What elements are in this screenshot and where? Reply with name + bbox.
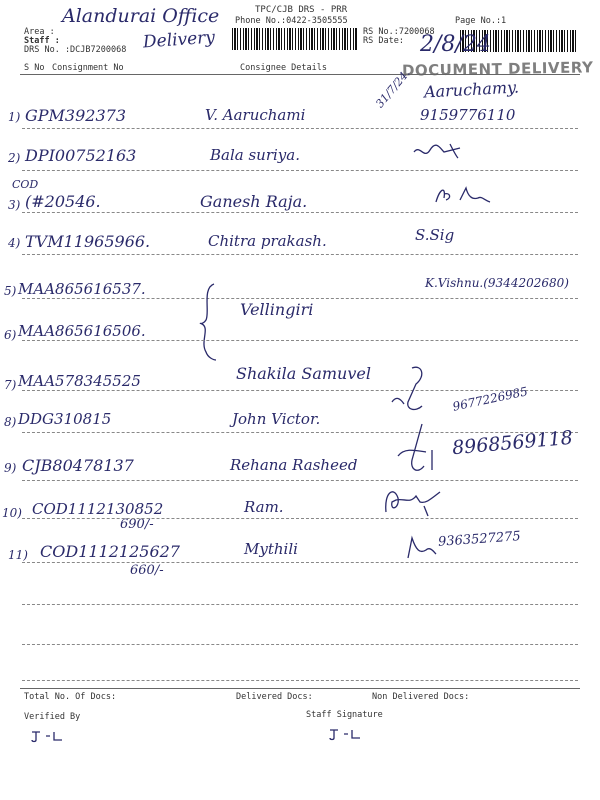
row-divider xyxy=(22,212,578,213)
row-divider xyxy=(22,604,578,605)
consignee-name: John Victor. xyxy=(232,410,321,428)
phone-remark: 9677226985 xyxy=(451,384,529,414)
row-divider xyxy=(22,562,578,563)
signature-11 xyxy=(404,532,440,562)
column-consignee: Consignee Details xyxy=(240,63,327,73)
consignment-number: CJB80478137 xyxy=(22,456,134,475)
header-divider xyxy=(20,74,580,75)
top-note-date: 31/7/24. xyxy=(373,66,413,111)
verifier-signature xyxy=(28,728,68,744)
row-number: 9) xyxy=(4,461,17,475)
row-number: 8) xyxy=(4,415,17,429)
row-divider xyxy=(22,340,578,341)
receiver-remark: K.Vishnu.(9344202680) xyxy=(425,276,569,290)
row-number: 2) xyxy=(8,151,21,165)
signature-3 xyxy=(432,182,502,212)
consignment-number: DPI00752163 xyxy=(25,146,137,165)
consignee-name: Chitra prakash. xyxy=(208,232,327,250)
footer-divider xyxy=(20,688,580,689)
verified-by-label: Verified By xyxy=(24,712,81,722)
delivered-docs-label: Delivered Docs: xyxy=(236,692,313,702)
row-divider xyxy=(22,680,578,681)
staff-label: Staff : xyxy=(24,36,60,46)
staff-value: Delivery xyxy=(142,27,216,53)
phone-remark: 9363527275 xyxy=(437,529,522,550)
row-divider xyxy=(22,518,578,519)
signature-9 xyxy=(392,420,442,480)
rs-date-label: RS Date: xyxy=(363,36,404,46)
row-number: 11) xyxy=(8,548,28,562)
row-divider xyxy=(22,480,578,481)
column-consignment: Consignment No xyxy=(52,63,124,73)
consignee-name: Mythili xyxy=(244,540,298,558)
area-value: Alandurai Office xyxy=(62,5,220,27)
staff-signature xyxy=(326,726,366,742)
consignment-number: MAA865616506. xyxy=(18,322,146,340)
row-number: 3) xyxy=(8,198,21,212)
phone-remark: 8968569118 xyxy=(451,426,574,460)
signature-2 xyxy=(410,138,470,168)
row-number: 1) xyxy=(8,110,21,124)
cod-note: COD xyxy=(12,178,39,191)
row-number: 5) xyxy=(4,284,17,298)
header-title: TPC/CJB DRS - PRR xyxy=(255,5,348,15)
drs-number: DRS No. :DCJB7200068 xyxy=(24,45,127,55)
non-delivered-docs-label: Non Delivered Docs: xyxy=(372,692,470,702)
staff-signature-label: Staff Signature xyxy=(306,710,383,720)
document-delivery-stamp: DOCUMENT DELIVERY xyxy=(401,58,594,80)
consignment-number: DDG310815 xyxy=(18,410,112,428)
row-number: 6) xyxy=(4,328,17,342)
consignment-number: COD1112130852 xyxy=(32,500,164,518)
consignment-number: GPM392373 xyxy=(25,106,127,125)
consignee-name: Rehana Rasheed xyxy=(230,456,358,474)
row-number: 10) xyxy=(2,506,22,520)
row-divider xyxy=(22,298,578,299)
group-bracket xyxy=(196,282,226,362)
consignment-number: (#20546. xyxy=(25,192,101,211)
consignment-number: MAA865616537. xyxy=(18,280,146,298)
column-sno: S No xyxy=(24,63,45,73)
consignee-name: Bala suriya. xyxy=(210,146,300,164)
header-phone: Phone No.:0422-3505555 xyxy=(235,16,348,26)
phone-remark: 9159776110 xyxy=(420,106,516,124)
consignee-name: Shakila Samuvel xyxy=(236,364,371,383)
barcode-left xyxy=(232,28,357,50)
rs-date-value: 2/8/24 xyxy=(420,32,491,57)
group-name: Vellingiri xyxy=(240,300,314,319)
signature-text: S.Sig xyxy=(415,226,455,244)
consignee-name: Ganesh Raja. xyxy=(200,192,308,211)
page-number: Page No.:1 xyxy=(455,16,507,26)
row-divider xyxy=(22,128,578,129)
consignment-number: COD1112125627 xyxy=(40,542,180,561)
consignment-number: MAA578345525 xyxy=(18,372,141,390)
consignment-number: TVM11965966. xyxy=(25,232,151,251)
row-number: 4) xyxy=(8,236,21,250)
row-divider xyxy=(22,254,578,255)
rs-number: RS No.:7200068 xyxy=(363,27,435,37)
signature-7-8 xyxy=(382,362,442,422)
row-number: 7) xyxy=(4,378,17,392)
area-label: Area : xyxy=(24,27,55,37)
top-note-name: Aaruchamy. xyxy=(423,77,520,102)
total-docs-label: Total No. Of Docs: xyxy=(24,692,117,702)
signature-10 xyxy=(380,482,450,522)
row-divider xyxy=(22,644,578,645)
consignee-name: V. Aaruchami xyxy=(205,106,306,124)
row-divider xyxy=(22,170,578,171)
consignee-name: Ram. xyxy=(244,498,284,516)
cod-amount: 690/- xyxy=(120,517,154,532)
cod-amount: 660/- xyxy=(130,563,164,578)
